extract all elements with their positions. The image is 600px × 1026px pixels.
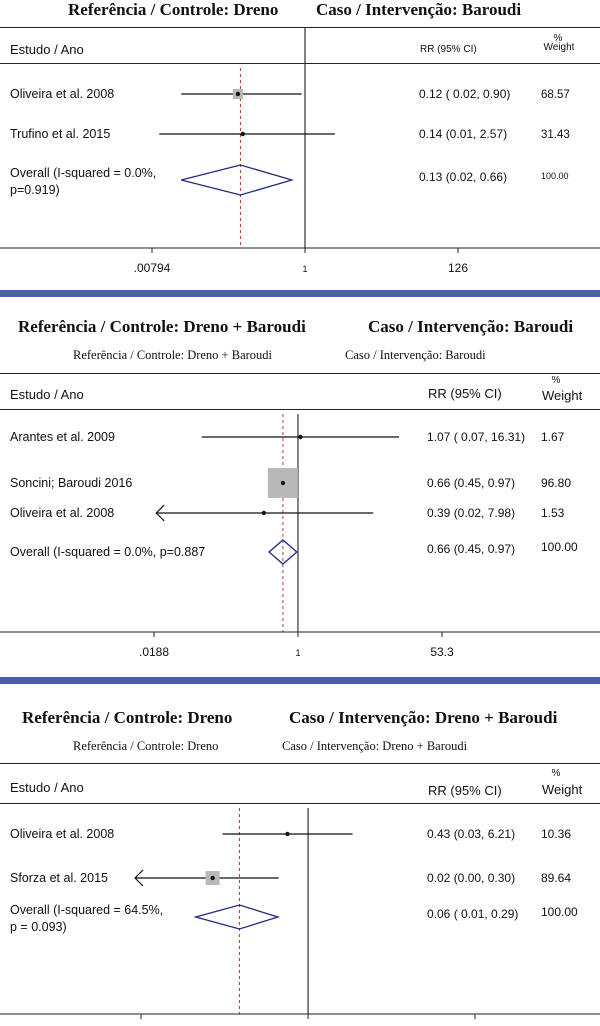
rr-ci-value: 1.07 ( 0.07, 16.31) bbox=[427, 430, 526, 444]
overall-weight-value: 100.00 bbox=[541, 905, 578, 919]
point-estimate bbox=[241, 132, 245, 136]
weight-value: 1.67 bbox=[541, 430, 565, 444]
overall-pvalue-label: p = 0.093) bbox=[10, 920, 67, 934]
point-estimate bbox=[236, 92, 240, 96]
x-tick-label: .00794 bbox=[133, 261, 171, 275]
x-tick-label: .0188 bbox=[138, 645, 170, 659]
overall-pvalue-label: p=0.919) bbox=[10, 183, 60, 197]
study-label: Oliveira et al. 2008 bbox=[10, 87, 115, 101]
panel-subtitle-left: Referência / Controle: Dreno bbox=[73, 739, 219, 753]
weight-pct-header: % bbox=[553, 33, 563, 44]
x-tick-label: 1 bbox=[302, 264, 308, 274]
overall-diamond bbox=[181, 165, 292, 195]
weight-value: 1.53 bbox=[541, 506, 565, 520]
panel-title-right: Caso / Intervenção: Dreno + Baroudi bbox=[289, 708, 558, 727]
overall-rr-ci-value: 0.13 (0.02, 0.66) bbox=[419, 170, 508, 184]
panel-title-left: Referência / Controle: Dreno bbox=[68, 0, 279, 19]
rr-ci-value: 0.39 (0.02, 7.98) bbox=[427, 506, 516, 520]
rr-column-header: RR (95% CI) bbox=[428, 386, 502, 401]
panel-subtitle-right: Caso / Intervenção: Baroudi bbox=[345, 348, 486, 362]
weight-pct-header: % bbox=[551, 375, 561, 386]
forest-panel-1 bbox=[0, 0, 600, 290]
overall-weight-value: 100.00 bbox=[541, 171, 569, 181]
panel-title-right: Caso / Intervenção: Baroudi bbox=[368, 317, 574, 336]
weight-value: 96.80 bbox=[541, 476, 572, 490]
panel-subtitle-left: Referência / Controle: Dreno + Baroudi bbox=[73, 348, 272, 362]
weight-value: 89.64 bbox=[541, 871, 572, 885]
point-estimate bbox=[298, 435, 302, 439]
x-tick-label: 1 bbox=[295, 648, 301, 658]
rr-ci-value: 0.66 (0.45, 0.97) bbox=[427, 476, 516, 490]
overall-rr-ci-value: 0.66 (0.45, 0.97) bbox=[427, 542, 516, 556]
point-estimate bbox=[285, 832, 289, 836]
rr-ci-value: 0.43 (0.03, 6.21) bbox=[427, 827, 516, 841]
overall-rr-ci-value: 0.06 ( 0.01, 0.29) bbox=[427, 907, 519, 921]
study-label: Trufino et al. 2015 bbox=[10, 127, 111, 141]
rr-column-header: RR (95% CI) bbox=[428, 783, 502, 798]
forest-panel-3 bbox=[0, 684, 600, 1026]
forest-plot-1 bbox=[0, 0, 600, 290]
rr-ci-value: 0.14 (0.01, 2.57) bbox=[419, 127, 508, 141]
weight-column-header: Weight bbox=[542, 782, 583, 797]
study-column-header: Estudo / Ano bbox=[10, 387, 84, 402]
weight-value: 68.57 bbox=[541, 89, 570, 101]
weight-column-header: Weight bbox=[542, 388, 583, 403]
x-tick-label: 126 bbox=[447, 261, 469, 275]
point-estimate bbox=[281, 481, 285, 485]
overall-label: Overall (I-squared = 0.0%, p=0.887 bbox=[10, 545, 206, 559]
overall-label: Overall (I-squared = 0.0%, bbox=[10, 166, 157, 180]
study-label: Oliveira et al. 2008 bbox=[10, 506, 115, 520]
panel-title-left: Referência / Controle: Dreno bbox=[22, 708, 233, 727]
weight-pct-header: % bbox=[551, 768, 561, 779]
overall-label: Overall (I-squared = 64.5%, bbox=[10, 903, 164, 917]
study-column-header: Estudo / Ano bbox=[10, 42, 84, 57]
panel-title-left: Referência / Controle: Dreno + Baroudi bbox=[18, 317, 306, 336]
forest-panel-2 bbox=[0, 297, 600, 677]
forest-plot-3 bbox=[0, 684, 600, 1026]
rr-ci-value: 0.12 ( 0.02, 0.90) bbox=[419, 87, 511, 101]
study-label: Soncini; Baroudi 2016 bbox=[10, 476, 133, 490]
x-tick-label: 53.3 bbox=[430, 645, 454, 659]
point-estimate bbox=[210, 876, 214, 880]
weight-column-header: Weight bbox=[543, 42, 575, 53]
study-column-header: Estudo / Ano bbox=[10, 780, 84, 795]
overall-diamond bbox=[196, 905, 278, 929]
panel-subtitle-right: Caso / Intervenção: Dreno + Baroudi bbox=[282, 739, 468, 753]
panel-title-right: Caso / Intervenção: Baroudi bbox=[316, 0, 522, 19]
forest-plot-2 bbox=[0, 297, 600, 677]
study-label: Arantes et al. 2009 bbox=[10, 430, 115, 444]
rr-ci-value: 0.02 (0.00, 0.30) bbox=[427, 871, 516, 885]
point-estimate bbox=[262, 511, 266, 515]
weight-value: 31.43 bbox=[541, 129, 570, 141]
study-label: Oliveira et al. 2008 bbox=[10, 827, 115, 841]
panel-separator bbox=[0, 290, 600, 297]
study-label: Sforza et al. 2015 bbox=[10, 871, 108, 885]
overall-weight-value: 100.00 bbox=[541, 540, 578, 554]
rr-column-header: RR (95% CI) bbox=[420, 44, 477, 55]
weight-value: 10.36 bbox=[541, 827, 572, 841]
panel-separator bbox=[0, 677, 600, 684]
